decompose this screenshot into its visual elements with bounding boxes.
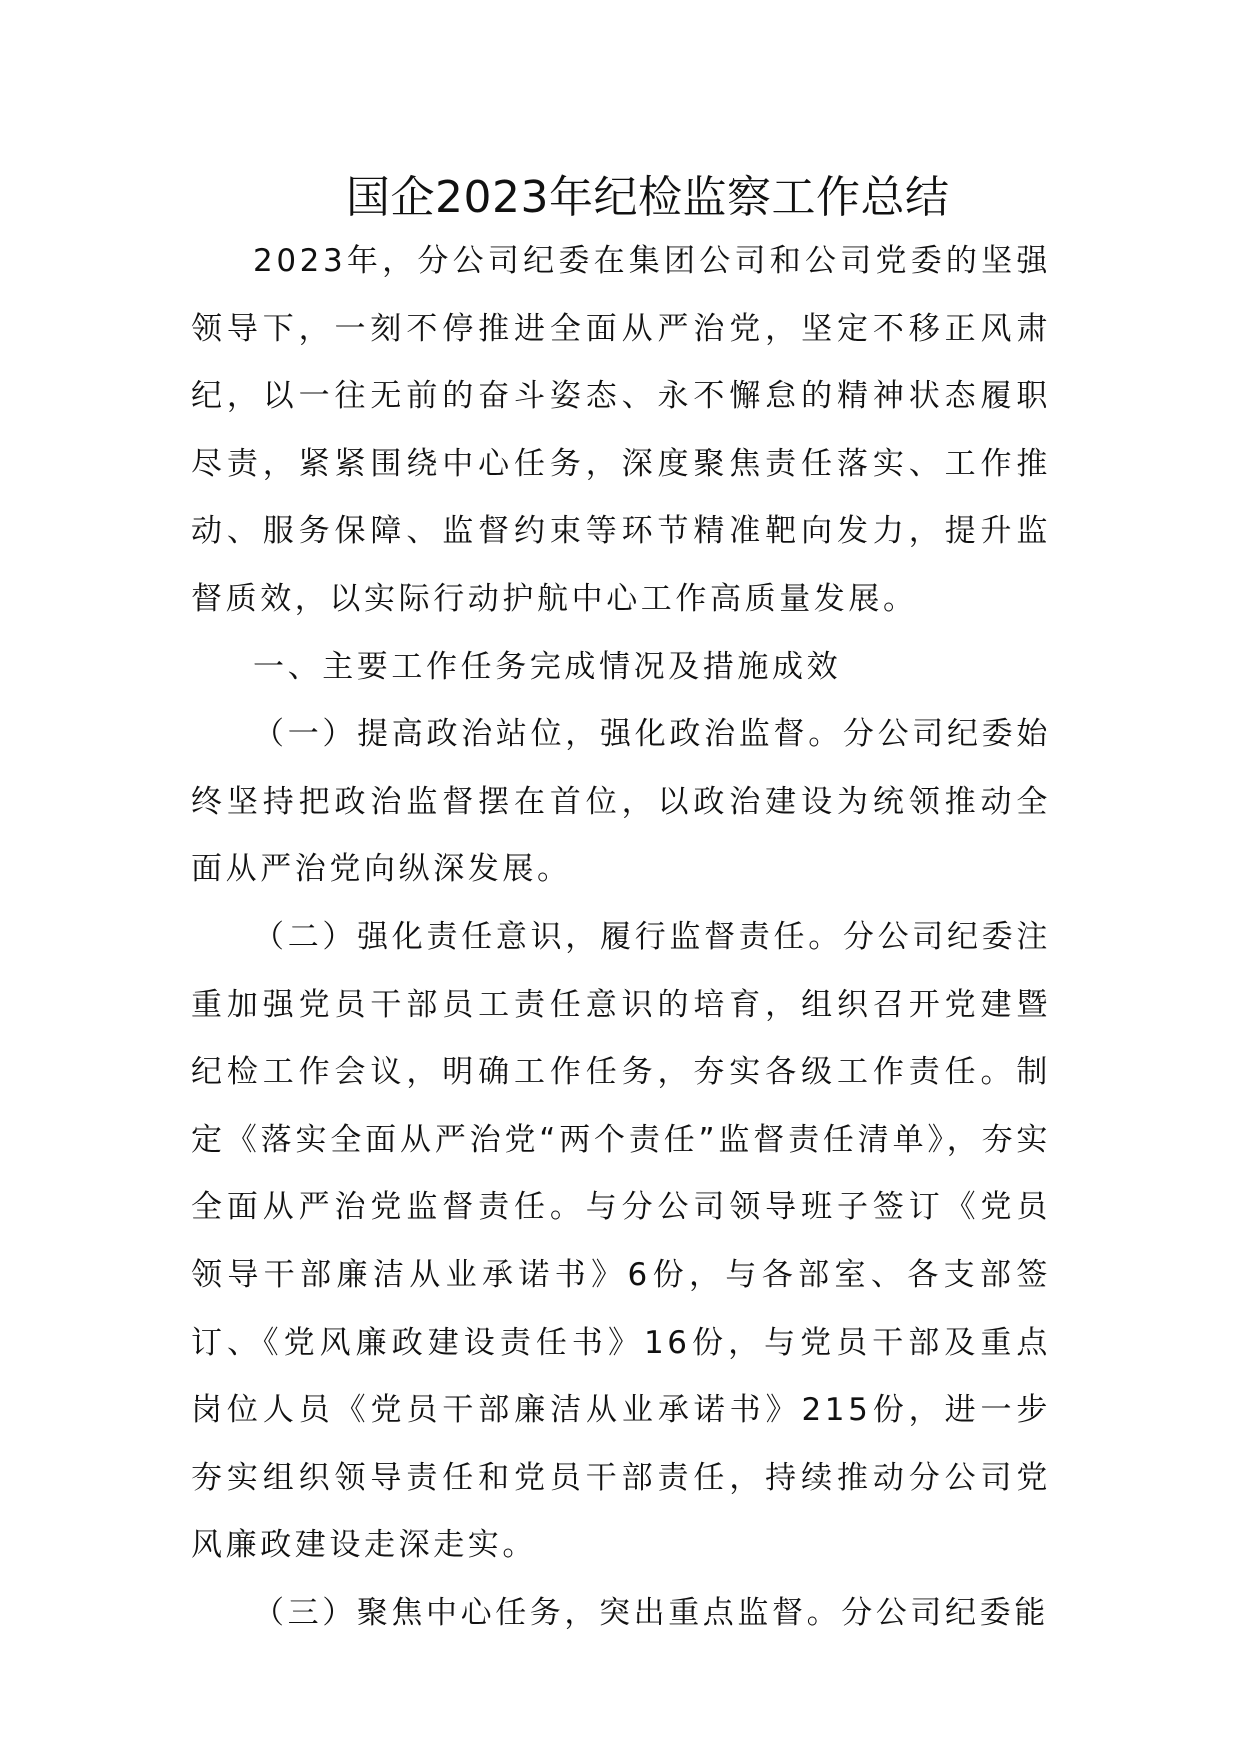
document-body <box>191 170 1051 1647</box>
subsection-paragraph-1: （一）提高政治站位，强化政治监督。分公司纪委始终坚持把政治监督摆在首位，以政治建设为统领推动全面从严治党向纵深发展。 <box>191 716 1051 888</box>
section-heading: 一、主要工作任务完成情况及措施成效 <box>253 648 842 685</box>
intro-paragraph: 2023年，分公司纪委在集团公司和公司党委的坚强领导下，一刻不停推进全面从严治党，坚定不移正风肃纪，以一往无前的奋斗姿态、永不懈怠的精神状态履职尽责，紧紧围绕中心任务，深度聚焦责任落实、工作推动、服务保障、监督约束等环节精准靶向发力，提升监督质效，以实际行动护航中心工作高质量发展。 <box>191 243 1051 617</box>
subsection-paragraph-3: （三）聚焦中心任务，突出重点监督。分公司纪委能 <box>253 1594 1049 1631</box>
document-title: 国企2023年纪检监察工作总结 <box>346 172 950 223</box>
subsection-paragraph-2: （二）强化责任意识，履行监督责任。分公司纪委注重加强党员干部员工责任意识的培育，组织召开党建暨纪检工作会议，明确工作任务，夯实各级工作责任。制定《落实全面从严治党“两个责任”监督责任清单》，夯实全面从严治党监督责任。与分公司领导班子签订《党员领导干部廉洁从业承诺书》6份，与各部室、各支部签订、《党风廉政建设责任书》16份，与党员干部及重点岗位人员《党员干部廉洁从业承诺书》215份，进一步夯实组织领导责任和党员干部责任，持续推动分公司党风廉政建设走深走实。 <box>191 918 1051 1564</box>
